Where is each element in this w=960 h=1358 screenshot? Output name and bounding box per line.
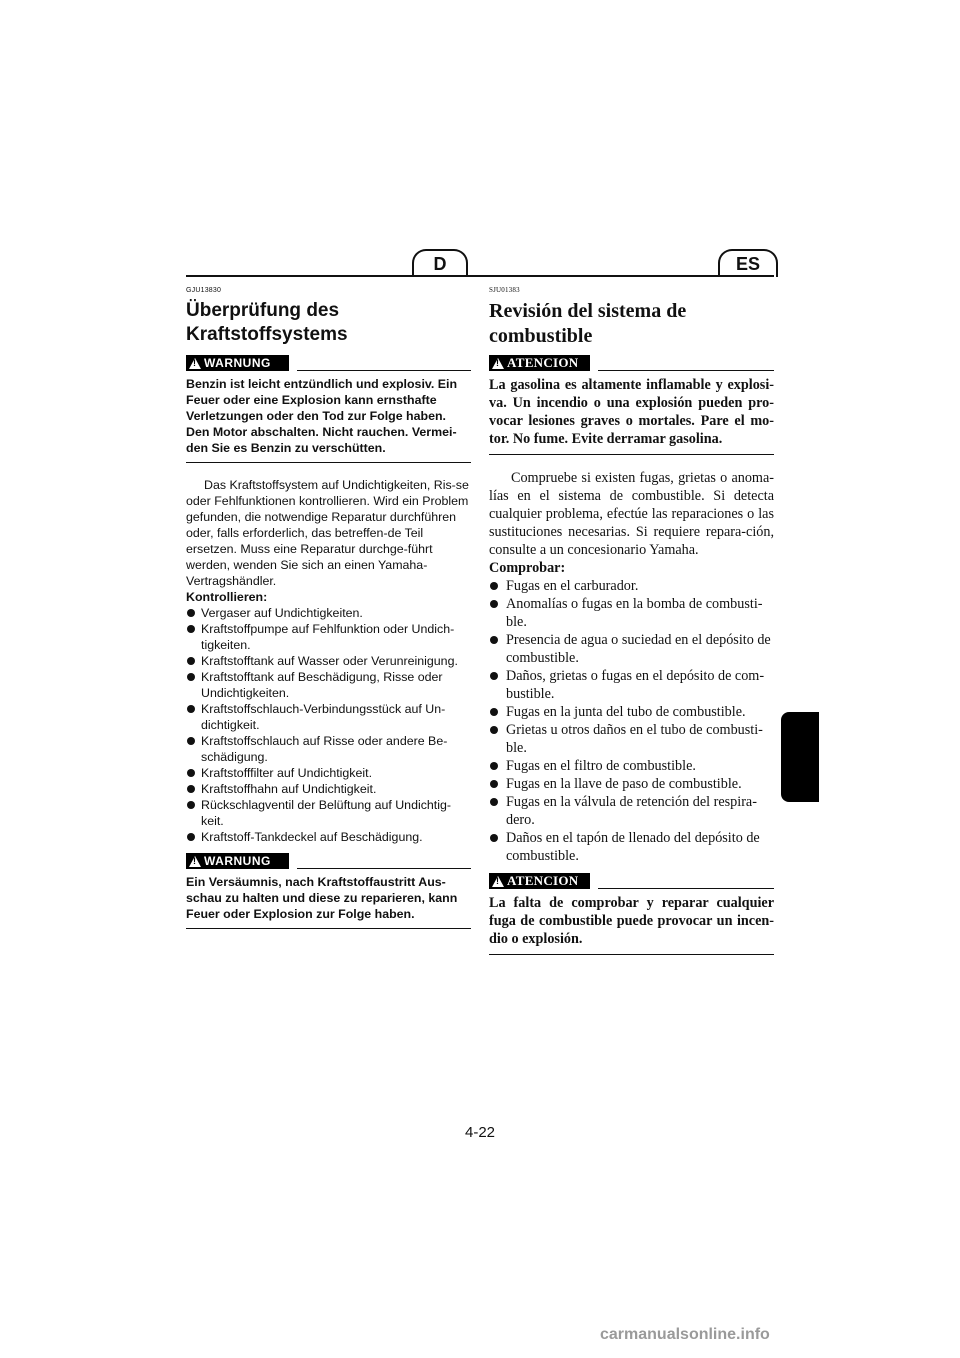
section-code: SJU01383 [489, 286, 520, 294]
warning-block-2 [186, 853, 471, 929]
section-title-line1: Überprüfung des [186, 300, 340, 321]
bullet-icon [187, 769, 195, 777]
warning-label: ATENCION [507, 355, 579, 370]
bullet-icon [490, 636, 498, 644]
list-item: Daños en el tapón de llenado del depósito de combustible. [489, 829, 774, 865]
list-item: Fugas en el carburador. [489, 577, 774, 595]
bullet-icon [187, 737, 195, 745]
list-item: Fugas en la llave de paso de combustible. [489, 775, 774, 793]
german-column [186, 286, 471, 929]
bullet-icon [490, 780, 498, 788]
warning-triangle-icon [492, 358, 504, 369]
list-item: Fugas en la válvula de retención del respira-dero. [489, 793, 774, 829]
list-item: Grietas u otros daños en el tubo de combusti-ble. [489, 721, 774, 757]
warning-header [489, 355, 774, 371]
bullet-icon [187, 625, 195, 633]
bullet-icon [490, 834, 498, 842]
section-title-line2: Kraftstoffsystems [186, 324, 348, 345]
bullet-icon [490, 672, 498, 680]
warning-header [489, 873, 774, 889]
language-badge-german: D [412, 249, 468, 277]
warning-header [186, 853, 471, 869]
bullet-icon [187, 801, 195, 809]
body-paragraph: Das Kraftstoffsystem auf Undichtigkeiten, Ris-se oder Fehlfunktionen kontrollieren. Wird ein Problem gefunden, die notwendige Reparatur durchführen oder, falls erforderlich, das betreffen-de Teil ersetzen. Muss eine Reparatur durchge-führt werden, wenden Sie sich an einen Yamaha-Vertragshändler. [186, 478, 469, 588]
check-list [186, 605, 471, 845]
check-label: Comprobar: [489, 560, 566, 576]
bullet-icon [490, 726, 498, 734]
check-label: Kontrollieren: [186, 590, 268, 604]
watermark: carmanualsonline.info [600, 1326, 770, 1343]
warning-badge [186, 355, 289, 371]
list-item: Fugas en el filtro de combustible. [489, 757, 774, 775]
body-paragraph: Compruebe si existen fugas, grietas o anoma-lías en el sistema de combustible. Si detecta cualquier problema, efectúe las reparaciones o las sustituciones necesarias. Si requiere repara-ción, consulte a un concesionario Yamaha. [489, 470, 774, 558]
list-item: Anomalías o fugas en la bomba de combusti-ble. [489, 595, 774, 631]
bullet-icon [187, 785, 195, 793]
warning-badge [489, 873, 590, 889]
bullet-icon [187, 673, 195, 681]
bullet-icon [187, 833, 195, 841]
list-item: Rückschlagventil der Belüftung auf Undichtig-keit. [186, 797, 471, 829]
chapter-side-tab [781, 712, 819, 802]
section-title [489, 299, 774, 349]
list-item: Kraftstofftank auf Beschädigung, Risse oder Undichtigkeiten. [186, 669, 471, 701]
warning-text: La gasolina es altamente inflamable y explosi-va. Un incendio o una explosión pueden pro-vocar lesiones graves o mortales. Pare el mo-tor. No fume. Evite derramar gasolina. [489, 376, 774, 455]
bullet-icon [187, 657, 195, 665]
warning-text: La falta de comprobar y reparar cualquier fuga de combustible puede provocar un incen-dio o explosión. [489, 894, 774, 955]
spanish-column [489, 286, 774, 955]
warning-label: WARNUNG [204, 356, 271, 370]
list-item: Kraftstoffhahn auf Undichtigkeit. [186, 781, 471, 797]
section-code: GJU13830 [186, 287, 222, 294]
bullet-icon [187, 705, 195, 713]
language-badge-spanish: ES [718, 249, 778, 277]
bullet-icon [490, 798, 498, 806]
list-item: Presencia de agua o suciedad en el depósito de combustible. [489, 631, 774, 667]
warning-text: Ein Versäumnis, nach Kraftstoffaustritt Aus-schau zu halten und diese zu reparieren, kann Feuer oder Explosion zur Folge haben. [186, 874, 471, 929]
warning-triangle-icon [189, 856, 201, 867]
section-title-line1: Revisión del sistema de [489, 300, 687, 322]
bullet-icon [490, 708, 498, 716]
check-list [489, 577, 774, 865]
warning-rule [598, 370, 774, 371]
list-item: Kraftstofffilter auf Undichtigkeit. [186, 765, 471, 781]
warning-text: Benzin ist leicht entzündlich und explosiv. Ein Feuer oder eine Explosion kann ernsthafte Verletzungen oder den Tod zur Folge haben. Den Motor abschalten. Nicht rauchen. Vermei-den Sie es Benzin zu verschütten. [186, 376, 471, 463]
section-title-line2: combustible [489, 325, 593, 347]
warning-badge [489, 355, 590, 371]
list-item: Fugas en la junta del tubo de combustible. [489, 703, 774, 721]
warning-triangle-icon [189, 358, 201, 369]
warning-triangle-icon [492, 876, 504, 887]
warning-label: ATENCION [507, 873, 579, 888]
warning-header [186, 355, 471, 371]
bullet-icon [490, 762, 498, 770]
bullet-icon [187, 609, 195, 617]
list-item: Vergaser auf Undichtigkeiten. [186, 605, 471, 621]
section-title [186, 299, 471, 347]
warning-badge [186, 853, 289, 869]
bullet-icon [490, 582, 498, 590]
warning-block-2 [489, 873, 774, 955]
bullet-icon [490, 600, 498, 608]
list-item: Kraftstofftank auf Wasser oder Verunreinigung. [186, 653, 471, 669]
warning-rule [297, 370, 471, 371]
list-item: Kraftstoffschlauch auf Risse oder andere Be-schädigung. [186, 733, 471, 765]
list-item: Kraftstoffschlauch-Verbindungsstück auf Un-dichtigkeit. [186, 701, 471, 733]
list-item: Kraftstoff-Tankdeckel auf Beschädigung. [186, 829, 471, 845]
page-number: 4-22 [464, 1124, 496, 1141]
list-item: Kraftstoffpumpe auf Fehlfunktion oder Undich-tigkeiten. [186, 621, 471, 653]
warning-label: WARNUNG [204, 854, 271, 868]
header-rule [186, 275, 774, 277]
warning-rule [598, 888, 774, 889]
warning-rule [297, 868, 471, 869]
list-item: Daños, grietas o fugas en el depósito de com-bustible. [489, 667, 774, 703]
